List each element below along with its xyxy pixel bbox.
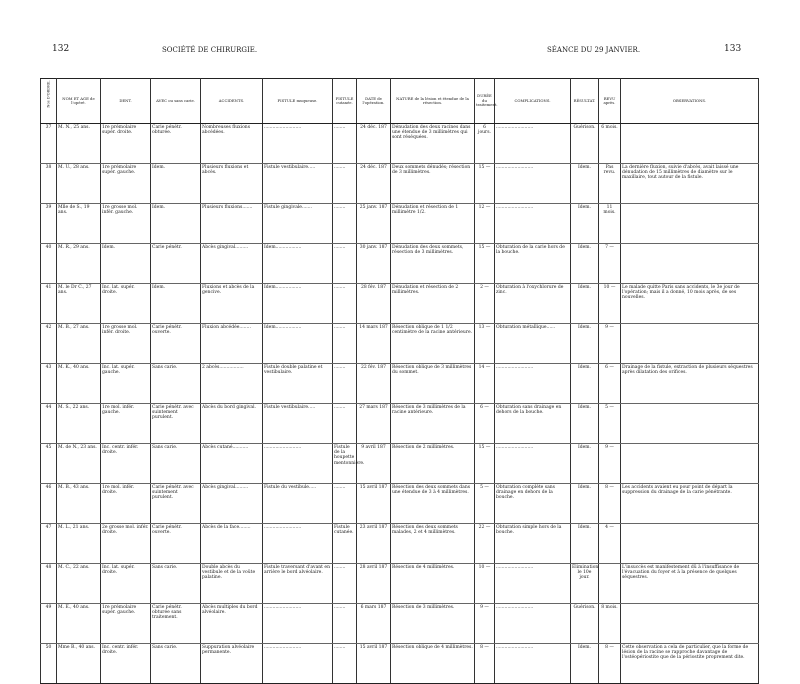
cell-fc: Fistule de la houpette mentonnière.	[333, 444, 357, 484]
cell-date: 22 fév. 187	[357, 364, 391, 404]
cell-carie: Carie pénétr. obturée.	[151, 124, 201, 164]
table-row	[41, 204, 759, 244]
cell-fc: ........	[333, 124, 357, 164]
cell-fm: Fistule vestibulaire.....	[263, 164, 333, 204]
cell-revu: 11 mois.	[599, 204, 621, 244]
cell-revu: 9 —	[599, 324, 621, 364]
cell-duree: 9 —	[475, 604, 495, 644]
cell-res: Idem.	[571, 444, 599, 484]
cell-dent: 1re prémolaire supér. gauche.	[101, 164, 151, 204]
cell-obs: La dernière fluxion, suivie d'abcès, avait laissé une dénudation de 15 millimètres de diamètre sur le maxillaire, tout autour de la fistule.	[621, 164, 759, 204]
cell-n: 39	[41, 204, 57, 244]
cell-comp: Obturation de la carie hors de la bouche.	[495, 244, 571, 284]
cell-comp: Obturation simple hors de la bouche.	[495, 524, 571, 564]
column-header: AVEC ou sans carie.	[151, 79, 201, 124]
cell-nature: Résection oblique de 4 millimètres.	[391, 644, 475, 684]
cell-n: 46	[41, 484, 57, 524]
cell-name: M. L., 21 ans.	[57, 524, 101, 564]
cell-res: Guérison.	[571, 124, 599, 164]
cell-res: Guérison.	[571, 604, 599, 644]
cell-duree: 5 —	[475, 484, 495, 524]
cell-date: 28 avril 187	[357, 564, 391, 604]
cell-acc: Suppuration alvéolaire permanente.	[201, 644, 263, 684]
left-running-title: SOCIÉTÉ DE CHIRURGIE.	[162, 46, 258, 54]
cell-obs	[621, 124, 759, 164]
cell-duree: 6 —	[475, 404, 495, 444]
cell-dent: Idem.	[101, 244, 151, 284]
cell-comp: ..........................	[495, 644, 571, 684]
column-header: DENT.	[101, 79, 151, 124]
cell-nature: Résection des deux sommets malades, 2 et 4 millimètres.	[391, 524, 475, 564]
cell-comp: Obturation à l'oxychlorure de zinc.	[495, 284, 571, 324]
cell-acc: Plusieurs fluxions et abcès.	[201, 164, 263, 204]
cell-dent: 1re mol. infér. droite.	[101, 484, 151, 524]
cell-carie: Idem.	[151, 204, 201, 244]
cell-revu	[599, 564, 621, 604]
cell-duree: 10 —	[475, 564, 495, 604]
column-header: OBSERVATIONS.	[621, 79, 759, 124]
cell-date: 28 fév. 187	[357, 284, 391, 324]
cell-fm: Fistule gingivale.......	[263, 204, 333, 244]
running-header	[52, 44, 742, 58]
cell-carie: Sans carie.	[151, 364, 201, 404]
right-page-number: 133	[724, 44, 742, 54]
table-row	[41, 364, 759, 404]
cell-carie: Sans carie.	[151, 444, 201, 484]
cell-fc: ........	[333, 404, 357, 444]
cell-duree: 15 —	[475, 164, 495, 204]
cell-revu: 9 —	[599, 444, 621, 484]
cell-nature: Dénudation et résection de 1 millimètre 1/2.	[391, 204, 475, 244]
cell-date: 23 avril 187	[357, 524, 391, 564]
cell-acc: Abcès gingival.........	[201, 244, 263, 284]
cell-nature: Dénudation des deux racines dans une étendue de 3 millimètres qui sont réséquées.	[391, 124, 475, 164]
cell-res: Idem.	[571, 244, 599, 284]
cell-nature: Résection de 3 millimètres.	[391, 604, 475, 644]
cell-n: 37	[41, 124, 57, 164]
table-row	[41, 604, 759, 644]
table-row	[41, 284, 759, 324]
cell-n: 47	[41, 524, 57, 564]
cell-fm: Idem..................	[263, 284, 333, 324]
cell-name: M. B., 27 ans.	[57, 324, 101, 364]
cell-date: 15 avril 187	[357, 644, 391, 684]
cell-fc: ........	[333, 364, 357, 404]
table-row	[41, 444, 759, 484]
column-header: NATURE de la lésion et étendue de la résection.	[391, 79, 475, 124]
cell-obs: Le malade quitte Paris sans accidents, le 3e jour de l'opération; mais il a donné, 10 mois après, de ses nouvelles.	[621, 284, 759, 324]
cell-name: M. U., 28 ans.	[57, 164, 101, 204]
table-row	[41, 524, 759, 564]
column-header: ACCIDENTS.	[201, 79, 263, 124]
cell-n: 50	[41, 644, 57, 684]
cell-acc: Plusieurs fluxions.......	[201, 204, 263, 244]
cell-fm: ..........................	[263, 644, 333, 684]
cell-comp: Obturation complète sans drainage en dehors de la bouche.	[495, 484, 571, 524]
cell-fc: ........	[333, 204, 357, 244]
cell-name: M. S., 22 ans.	[57, 404, 101, 444]
cell-n: 41	[41, 284, 57, 324]
cell-nature: Dénudation des deux sommets, résection de 3 millimètres.	[391, 244, 475, 284]
cell-dent: Inc. lat. supér. droite.	[101, 284, 151, 324]
cell-revu: 6 mois.	[599, 124, 621, 164]
cell-duree: 22 —	[475, 524, 495, 564]
cell-n: 45	[41, 444, 57, 484]
cell-fc: ........	[333, 484, 357, 524]
cell-fc: ........	[333, 164, 357, 204]
cell-acc: Nombreuses fluxions abcédées.	[201, 124, 263, 164]
cell-comp: ..........................	[495, 444, 571, 484]
cell-n: 43	[41, 364, 57, 404]
right-running-title: SÉANCE DU 29 JANVIER.	[547, 46, 641, 54]
cell-fc: ........	[333, 284, 357, 324]
cell-date: 15 avril 187	[357, 484, 391, 524]
table-row	[41, 164, 759, 204]
cell-res: Idem.	[571, 284, 599, 324]
cell-date: 6 mars 187	[357, 604, 391, 644]
cell-revu: 8 mois.	[599, 604, 621, 644]
cell-name: M. R., 29 ans.	[57, 244, 101, 284]
cell-nature: Dénudation et résection de 2 millimètres.	[391, 284, 475, 324]
cell-dent: Inc. lat. supér. gauche.	[101, 364, 151, 404]
cell-carie: Carie pénétr. ouverte.	[151, 524, 201, 564]
cell-dent: 1re grosse mol. infér. gauche.	[101, 204, 151, 244]
cell-comp: ..........................	[495, 164, 571, 204]
cell-revu: 8 —	[599, 644, 621, 684]
cell-duree: 12 —	[475, 204, 495, 244]
cell-carie: Sans carie.	[151, 564, 201, 604]
cell-comp: ..........................	[495, 604, 571, 644]
cell-acc: Abcès gingival.........	[201, 484, 263, 524]
cell-carie: Carie pénétr. avec suintement purulent.	[151, 404, 201, 444]
cell-carie: Carie pénétr.	[151, 244, 201, 284]
cell-carie: Idem.	[151, 164, 201, 204]
cell-duree: 6 jours.	[475, 124, 495, 164]
cell-date: 30 janv. 187	[357, 244, 391, 284]
cell-name: M. le Dr C., 27 ans.	[57, 284, 101, 324]
cell-name: Mlle de S., 19 ans.	[57, 204, 101, 244]
cell-acc: Abcès de la face........	[201, 524, 263, 564]
cell-revu: 4 —	[599, 524, 621, 564]
cell-name: Mme B., 40 ans.	[57, 644, 101, 684]
cell-revu: 10 —	[599, 284, 621, 324]
cell-comp: ..........................	[495, 204, 571, 244]
cell-n: 49	[41, 604, 57, 644]
cell-fm: ..........................	[263, 444, 333, 484]
column-header: Nos D'ORDRE.	[41, 79, 57, 124]
table-row	[41, 564, 759, 604]
cell-duree: 8 —	[475, 644, 495, 684]
cell-acc: Abcès cutané...........	[201, 444, 263, 484]
cell-comp: ..........................	[495, 564, 571, 604]
cell-nature: Résection de 3 millimètres de la racine antérieure.	[391, 404, 475, 444]
table-row	[41, 484, 759, 524]
cell-res: Idem.	[571, 644, 599, 684]
cell-fm: ..........................	[263, 124, 333, 164]
cell-nature: Résection de 2 millimètres.	[391, 444, 475, 484]
cell-n: 48	[41, 564, 57, 604]
cell-name: M. K., 40 ans.	[57, 364, 101, 404]
column-header: NOM ET AGE de l'opéré.	[57, 79, 101, 124]
cell-obs	[621, 444, 759, 484]
cell-res: Idem.	[571, 524, 599, 564]
cell-dent: Inc. centr. infér. droite.	[101, 444, 151, 484]
cell-acc: Fluxions et abcès de la gencive.	[201, 284, 263, 324]
cell-carie: Sans carie.	[151, 644, 201, 684]
cell-fc: ........	[333, 564, 357, 604]
resection-cases-table	[40, 78, 759, 684]
column-header: RÉSULTAT.	[571, 79, 599, 124]
column-header: DATE de l'opération.	[357, 79, 391, 124]
cell-name: M. B., 43 ans.	[57, 484, 101, 524]
table-row	[41, 324, 759, 364]
cell-obs: L'insuccès est manifestement dû à l'insuffisance de l'évacuation du foyer et à la présence de quelques séquestres.	[621, 564, 759, 604]
column-header: REVU après.	[599, 79, 621, 124]
cell-revu: 5 —	[599, 404, 621, 444]
cell-date: 27 mars 187	[357, 404, 391, 444]
cell-duree: 14 —	[475, 364, 495, 404]
cell-fm: Idem..................	[263, 244, 333, 284]
table-row	[41, 244, 759, 284]
cell-fm: Fistule traversant d'avant en arrière le bord alvéolaire.	[263, 564, 333, 604]
cell-fm: Idem..................	[263, 324, 333, 364]
cell-fm: ..........................	[263, 604, 333, 644]
cell-nature: Résection des deux sommets dans une étendue de 3 à 4 millimètres.	[391, 484, 475, 524]
cell-revu: Pas revu.	[599, 164, 621, 204]
cell-revu: 6 —	[599, 364, 621, 404]
cell-duree: 15 —	[475, 244, 495, 284]
cell-n: 42	[41, 324, 57, 364]
cell-res: Idem.	[571, 484, 599, 524]
cell-comp: Obturation sans drainage en dehors de la bouche.	[495, 404, 571, 444]
cell-date: 14 mars 187	[357, 324, 391, 364]
cell-dent: 1re prémolaire supér. gauche.	[101, 604, 151, 644]
cell-date: 24 déc. 187	[357, 124, 391, 164]
cell-fm: Fistule double palatine et vestibulaire.	[263, 364, 333, 404]
column-header: COMPLICATIONS.	[495, 79, 571, 124]
cell-comp: ..........................	[495, 364, 571, 404]
cell-name: M. C., 22 ans.	[57, 564, 101, 604]
cell-res: Idem.	[571, 164, 599, 204]
cell-acc: Abcès du bord gingival.	[201, 404, 263, 444]
cell-res: Idem.	[571, 404, 599, 444]
cell-obs	[621, 324, 759, 364]
cell-n: 44	[41, 404, 57, 444]
cell-fc: ........	[333, 244, 357, 284]
cell-name: M. E., 40 ans.	[57, 604, 101, 644]
cell-name: M. de N., 23 ans.	[57, 444, 101, 484]
cell-comp: ..........................	[495, 124, 571, 164]
cell-duree: 15 —	[475, 444, 495, 484]
cell-date: 24 déc. 187	[357, 164, 391, 204]
cell-res: Idem.	[571, 324, 599, 364]
cell-n: 40	[41, 244, 57, 284]
cell-acc: 2 abcès.................	[201, 364, 263, 404]
cell-acc: Fluxion abcédée........	[201, 324, 263, 364]
cell-nature: Deux sommets dénudés; résection de 3 millimètres.	[391, 164, 475, 204]
left-page-number: 132	[52, 44, 70, 54]
cell-revu: 8 —	[599, 484, 621, 524]
column-header: DURÉE du traitement.	[475, 79, 495, 124]
cell-obs: Drainage de la fistule, extraction de plusieurs séquestres après dilatation des orifices.	[621, 364, 759, 404]
cell-obs	[621, 244, 759, 284]
column-header: FISTULE muqueuse.	[263, 79, 333, 124]
cell-carie: Carie pénétr. ouverte.	[151, 324, 201, 364]
cell-res: Idem.	[571, 364, 599, 404]
cell-nature: Résection de 4 millimètres.	[391, 564, 475, 604]
column-header: FISTULE cutanée.	[333, 79, 357, 124]
cell-fm: Fistule vestibulaire.....	[263, 404, 333, 444]
cell-res: Élimination le 10e jour.	[571, 564, 599, 604]
table-row	[41, 124, 759, 164]
cell-acc: Abcès multiples du bord alvéolaire.	[201, 604, 263, 644]
table-row	[41, 404, 759, 444]
cell-dent: 1re grosse mol. infér. droite.	[101, 324, 151, 364]
cell-obs	[621, 204, 759, 244]
cell-fc: ........	[333, 644, 357, 684]
cell-dent: 1re prémolaire supér. droite.	[101, 124, 151, 164]
cell-n: 38	[41, 164, 57, 204]
cell-carie: Carie pénétr. obturée sans traitement.	[151, 604, 201, 644]
cell-duree: 2 —	[475, 284, 495, 324]
cell-nature: Résection oblique de 3 millimètres du sommet.	[391, 364, 475, 404]
cell-obs: Les accidents avaient eu pour point de départ la suppression du drainage de la carie pénétrante.	[621, 484, 759, 524]
cell-dent: 1re mol. infér. gauche.	[101, 404, 151, 444]
cell-date: 25 janv. 187	[357, 204, 391, 244]
cell-revu: 7 —	[599, 244, 621, 284]
cell-fc: ........	[333, 324, 357, 364]
cell-obs	[621, 524, 759, 564]
cell-carie: Idem.	[151, 284, 201, 324]
cell-fc: Fistule cutanée.	[333, 524, 357, 564]
cell-dent: Inc. lat. supér. droite.	[101, 564, 151, 604]
cell-acc: Double abcès du vestibule et de la voûte palatine.	[201, 564, 263, 604]
cell-fm: Fistule du vestibule.....	[263, 484, 333, 524]
cell-obs	[621, 604, 759, 644]
cell-dent: 2e grosse mol. infér. droite.	[101, 524, 151, 564]
cell-fm: ..........................	[263, 524, 333, 564]
cell-comp: Obturation métallique......	[495, 324, 571, 364]
cell-fc: ........	[333, 604, 357, 644]
table-header-row	[41, 79, 759, 124]
table-row	[41, 644, 759, 684]
cell-res: Idem.	[571, 204, 599, 244]
cell-name: M. N., 25 ans.	[57, 124, 101, 164]
cell-nature: Résection oblique de 1 1/2 centimètre de la racine antérieure.	[391, 324, 475, 364]
cell-dent: Inc. centr. infér. droite.	[101, 644, 151, 684]
cell-carie: Carie pénétr. avec suintement purulent.	[151, 484, 201, 524]
cell-obs	[621, 404, 759, 444]
cell-obs: Cette observation a cela de particulier, que la forme de lésion de la racine se rapproche davantage de l'ostéopériostite que de la périostite proprement dite.	[621, 644, 759, 684]
cell-date: 9 avril 187	[357, 444, 391, 484]
cell-duree: 13 —	[475, 324, 495, 364]
